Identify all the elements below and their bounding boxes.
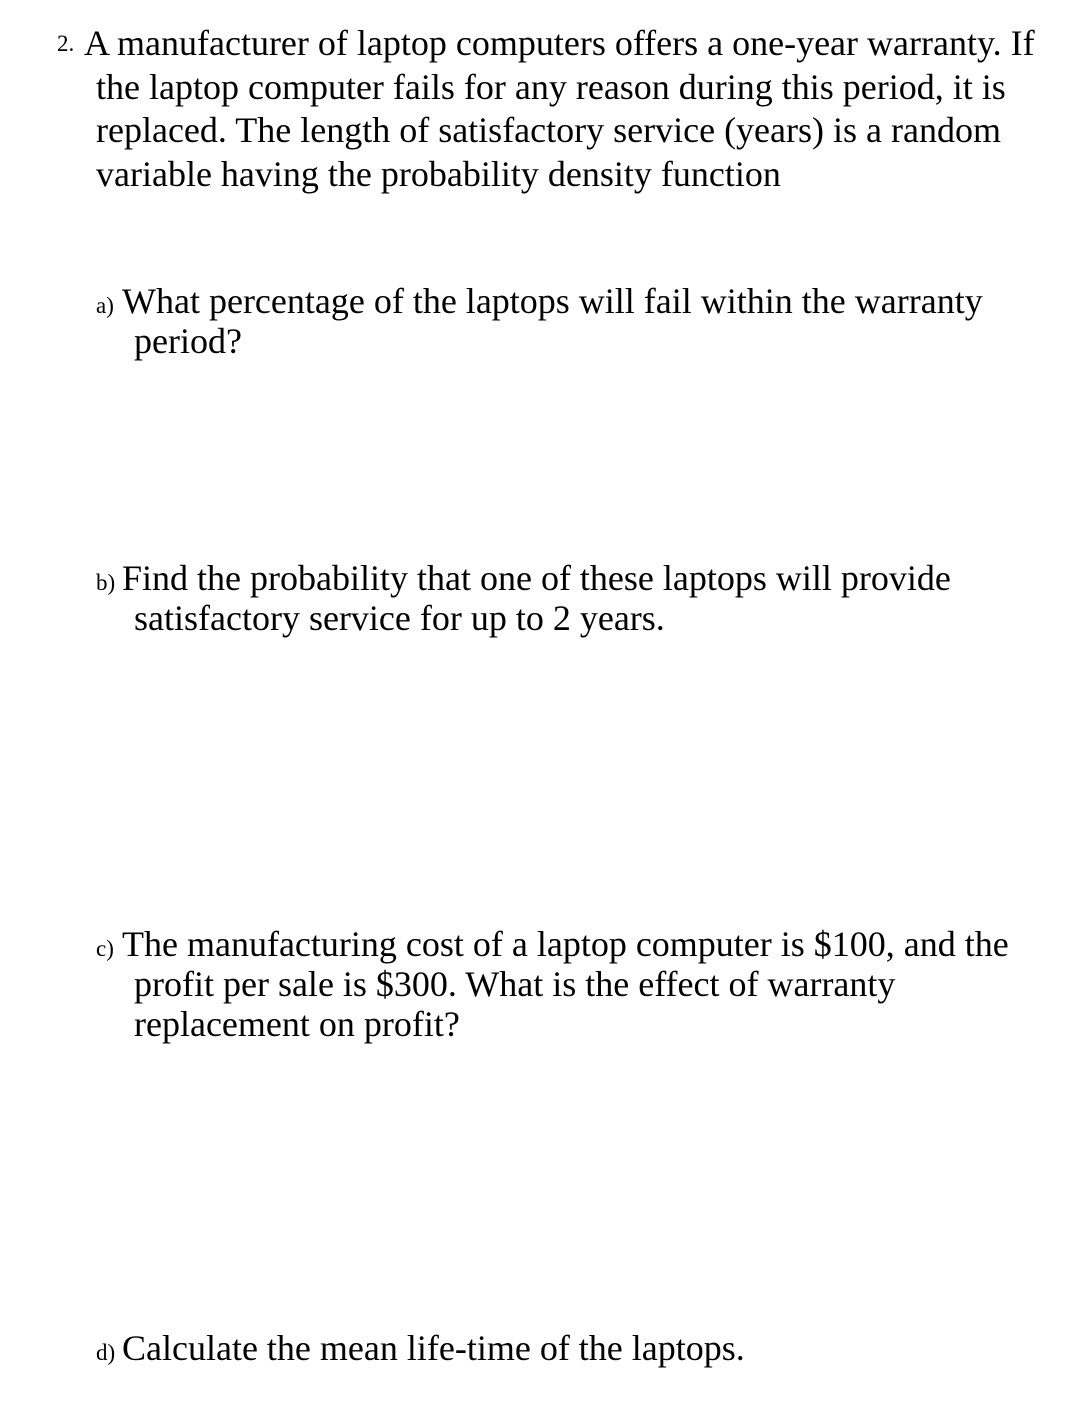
part-b-label: b) bbox=[96, 570, 116, 595]
part-a-label: a) bbox=[96, 293, 114, 318]
part-a-text: What percentage of the laptops will fail within the warranty period? bbox=[122, 281, 983, 361]
part-c-label: c) bbox=[96, 936, 114, 961]
problem-number: 2. bbox=[57, 31, 75, 56]
part-d-label: d) bbox=[96, 1340, 116, 1365]
problem-stem: A manufacturer of laptop computers offers a one-year warranty. If the laptop computer fails for any reason during this period, it is replaced. The length of satisfactory service (years) is a random variable having the probability density function bbox=[84, 23, 1035, 194]
part-c-text: The manufacturing cost of a laptop computer is $100, and the profit per sale is $300. What is the effect of warranty replacement on profit? bbox=[122, 924, 1009, 1044]
part-b-text: Find the probability that one of these laptops will provide satisfactory service for up to 2 years. bbox=[122, 558, 951, 638]
part-d-text: Calculate the mean life-time of the laptops. bbox=[122, 1328, 745, 1368]
